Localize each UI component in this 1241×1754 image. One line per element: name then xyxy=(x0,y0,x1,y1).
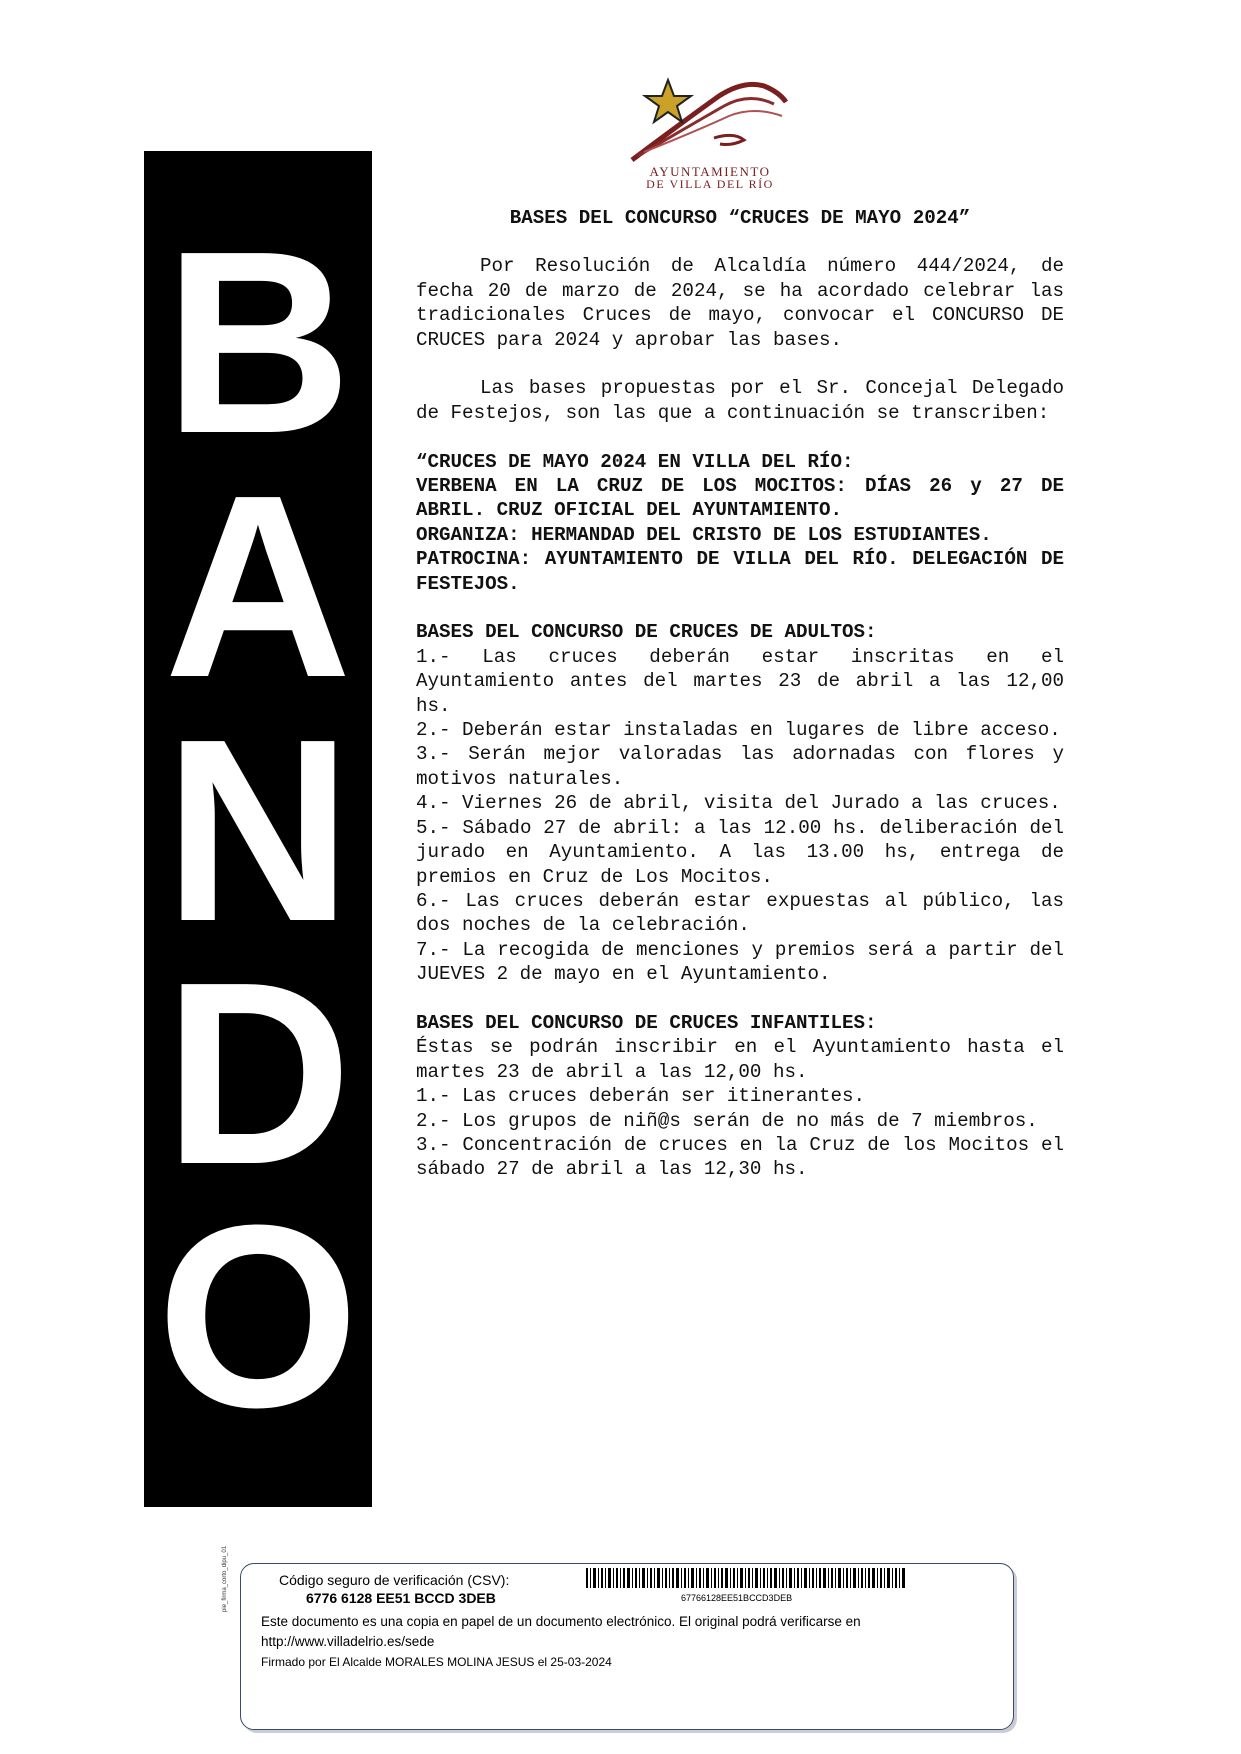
logo-text-line1: AYUNTAMIENTO xyxy=(649,164,771,179)
logo-emblem-icon xyxy=(624,66,796,164)
adults-rule: 3.- Serán mejor valoradas las adornadas con flores y motivos naturales. xyxy=(416,743,1064,790)
event-line-3: ORGANIZA: HERMANDAD DEL CRISTO DE LOS ESTUDIANTES. xyxy=(416,523,992,546)
adults-rule: 6.- Las cruces deberán estar expuestas al público, las dos noches de la celebración. xyxy=(416,889,1064,937)
barcode-icon xyxy=(586,1568,906,1588)
copy-notice: Este documento es una copia en papel de un documento electrónico. El original podrá verificarse en xyxy=(261,1614,861,1629)
bando-letter-o: O xyxy=(156,1172,360,1462)
document-title: BASES DEL CONCURSO “CRUCES DE MAYO 2024” xyxy=(509,207,971,229)
verification-box xyxy=(240,1563,1014,1730)
signature-line: Firmado por El Alcalde MORALES MOLINA JESUS el 25-03-2024 xyxy=(261,1655,612,1669)
children-rule: 1.- Las cruces deberán ser itinerantes. xyxy=(416,1085,866,1108)
side-form-code: pie_firma_corto_dipu_01 xyxy=(222,1545,228,1612)
adults-rule: 7.- La recogida de menciones y premios será a partir del JUEVES 2 de mayo en el Ayuntamiento. xyxy=(416,938,1064,986)
adults-rule: 4.- Viernes 26 de abril, visita del Jurado a las cruces. xyxy=(416,792,1061,815)
intro-paragraph: Por Resolución de Alcaldía número 444/2024, de fecha 20 de marzo de 2024, se ha acordado celebrar las tradicionales Cruces de mayo, convocar el CONCURSO DE CRUCES para 2024 y aprobar las bases. xyxy=(416,255,1064,351)
event-line-1: “CRUCES DE MAYO 2024 EN VILLA DEL RÍO: xyxy=(416,450,854,473)
csv-label: Código seguro de verificación (CSV): xyxy=(279,1572,510,1588)
event-line-4: PATROCINA: AYUNTAMIENTO DE VILLA DEL RÍO. DELEGACIÓN DE FESTEJOS. xyxy=(416,548,1064,595)
children-heading: BASES DEL CONCURSO DE CRUCES INFANTILES: xyxy=(416,1011,877,1034)
bando-banner xyxy=(144,151,372,1507)
bando-letter-a: A xyxy=(164,442,352,732)
bando-letter-d: D xyxy=(164,929,352,1219)
town-hall-logo xyxy=(624,66,796,192)
adults-heading: BASES DEL CONCURSO DE CRUCES DE ADULTOS: xyxy=(416,621,877,644)
children-rule: 2.- Los grupos de niñ@s serán de no más de 7 miembros. xyxy=(416,1109,1038,1132)
verification-url[interactable]: http://www.villadelrio.es/sede xyxy=(261,1634,435,1649)
csv-code: 6776 6128 EE51 BCCD 3DEB xyxy=(306,1590,496,1606)
children-rule: 3.- Concentración de cruces en la Cruz de los Mocitos el sábado 27 de abril a las 12,30 hs. xyxy=(416,1133,1064,1181)
bando-letter-n: N xyxy=(164,686,352,976)
adults-rule: 2.- Deberán estar instaladas en lugares de libre acceso. xyxy=(416,719,1061,742)
event-line-2: VERBENA EN LA CRUZ DE LOS MOCITOS: DÍAS 26 y 27 DE ABRIL. CRUZ OFICIAL DEL AYUNTAMIENTO. xyxy=(416,475,1064,522)
adults-rule: 5.- Sábado 27 de abril: a las 12.00 hs. deliberación del jurado en Ayuntamiento. A las 13.00 hs, entrega de premios en Cruz de Los Mocitos. xyxy=(416,816,1064,888)
barcode-text: 67766128EE51BCCD3DEB xyxy=(681,1593,793,1603)
document-body xyxy=(416,206,1064,1182)
adults-rule: 1.- Las cruces deberán estar inscritas en el Ayuntamiento antes del martes 23 de abril a las 12,00 hs. xyxy=(416,645,1064,717)
children-intro: Éstas se podrán inscribir en el Ayuntamiento hasta el martes 23 de abril a las 12,00 hs. xyxy=(416,1036,1064,1083)
logo-text-line2: DE VILLA DEL RÍO xyxy=(646,177,774,191)
second-paragraph: Las bases propuestas por el Sr. Concejal Delegado de Festejos, son las que a continuación se transcriben: xyxy=(416,377,1064,424)
bando-letter-b: B xyxy=(164,198,352,488)
